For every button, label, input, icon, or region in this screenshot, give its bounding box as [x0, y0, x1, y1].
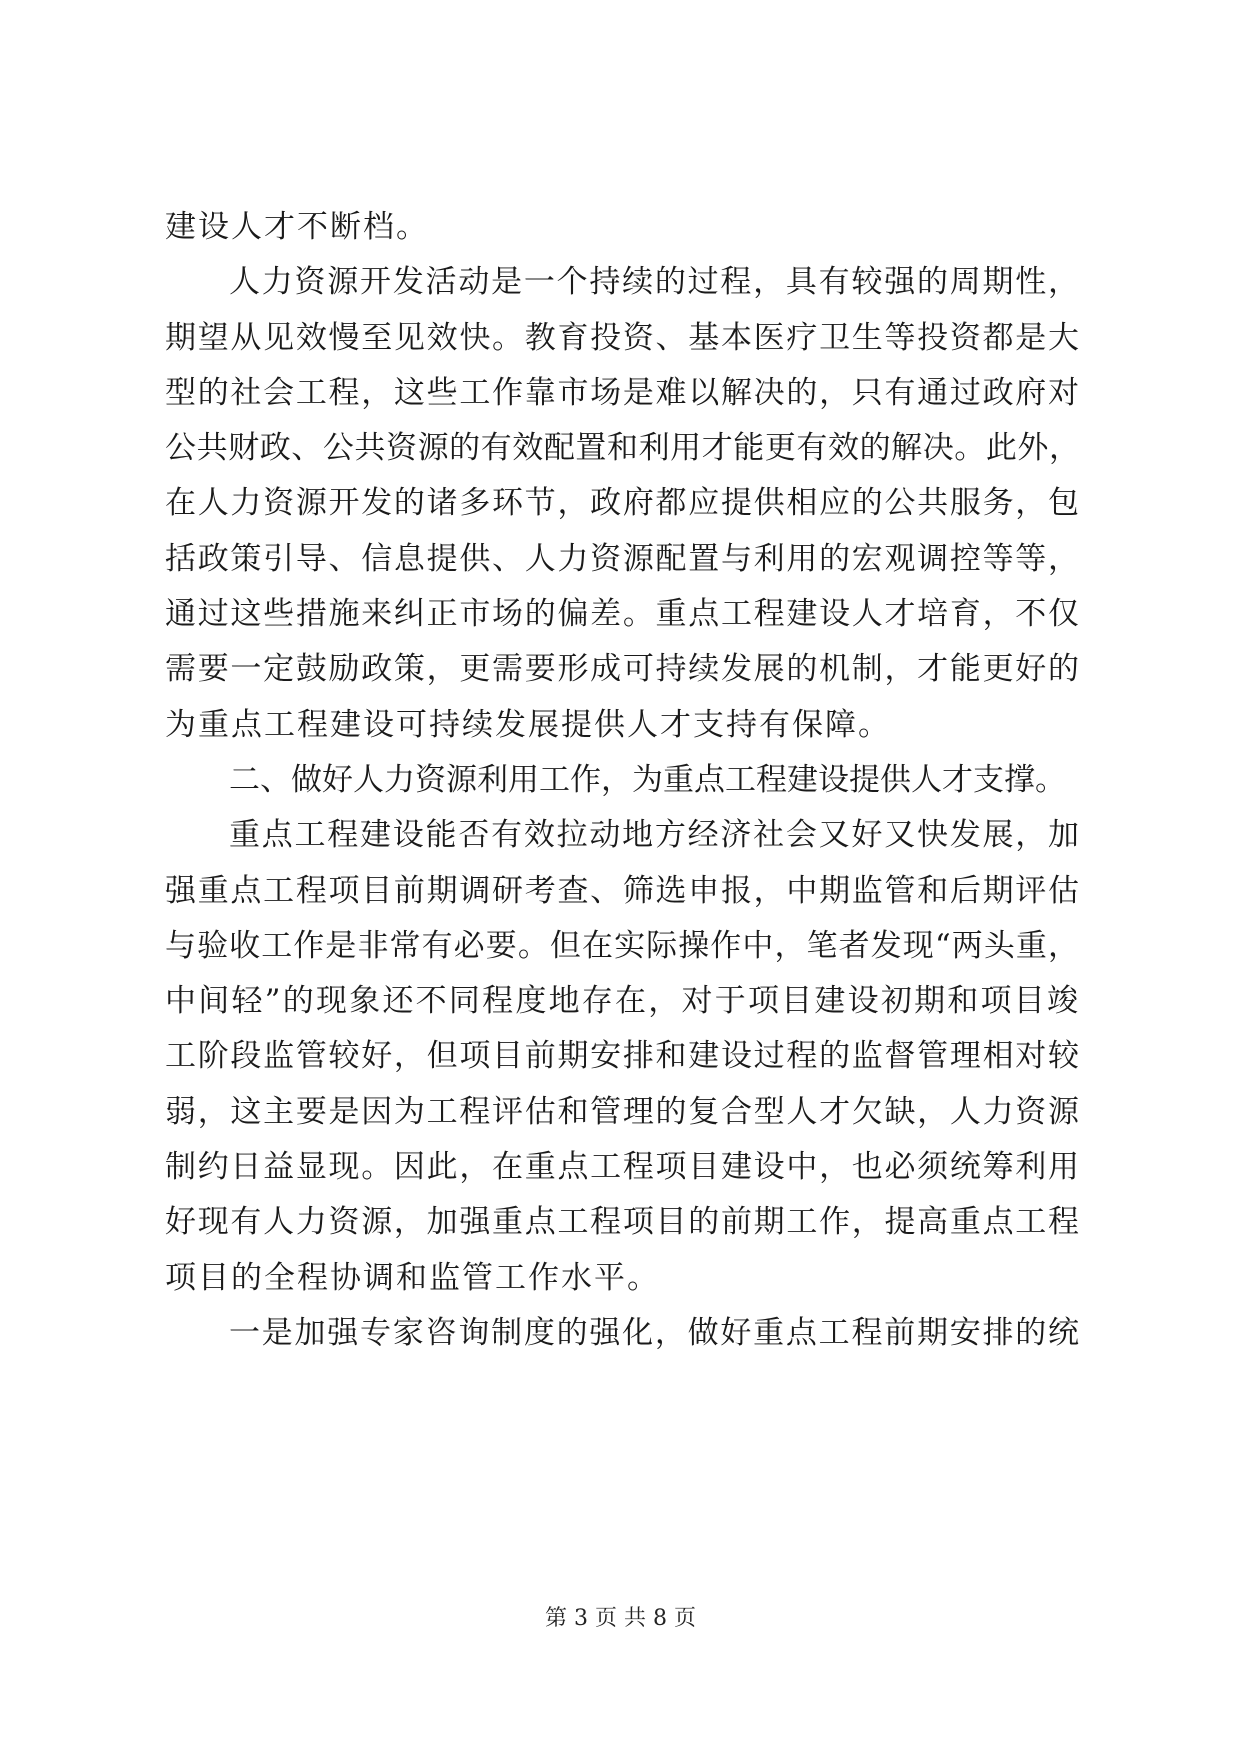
text-line: 括政策引导、信息提供、人力资源配置与利用的宏观调控等等， — [165, 540, 1080, 577]
text-line: 与验收工作是非常有必要。但在实际操作中，笔者发现“两头重， — [165, 927, 1080, 964]
text-line: 在人力资源开发的诸多环节，政府都应提供相应的公共服务，包 — [165, 485, 1080, 522]
page-footer: 第 3 页 共 8 页 — [545, 1606, 696, 1631]
text-line: 型的社会工程，这些工作靠市场是难以解决的，只有通过政府对 — [165, 374, 1080, 411]
document-body — [165, 200, 1080, 1361]
text-line: 为重点工程建设可持续发展提供人才支持有保障。 — [165, 706, 891, 743]
paragraph-first-line: 一是加强专家咨询制度的强化，做好重点工程前期安排的统 — [229, 1314, 1080, 1351]
text-line: 期望从见效慢至见效快。教育投资、基本医疗卫生等投资都是大 — [165, 319, 1080, 356]
text-line: 中间轻”的现象还不同程度地存在，对于项目建设初期和项目竣 — [165, 983, 1080, 1020]
text-line: 公共财政、公共资源的有效配置和利用才能更有效的解决。此外， — [165, 430, 1080, 467]
text-line: 弱，这主要是因为工程评估和管理的复合型人才欠缺，人力资源 — [165, 1093, 1080, 1130]
text-line: 需要一定鼓励政策，更需要形成可持续发展的机制，才能更好的 — [165, 651, 1080, 688]
text-line: 通过这些措施来纠正市场的偏差。重点工程建设人才培育，不仅 — [165, 596, 1080, 633]
paragraph-first-line: 人力资源开发活动是一个持续的过程，具有较强的周期性， — [229, 264, 1080, 301]
paragraph-first-line: 重点工程建设能否有效拉动地方经济社会又好又快发展，加 — [229, 817, 1080, 854]
text-line: 制约日益显现。因此，在重点工程项目建设中，也必须统筹利用 — [165, 1149, 1080, 1186]
paragraph-first-line: 二、做好人力资源利用工作，为重点工程建设提供人才支撑。 — [229, 761, 1066, 798]
text-line: 强重点工程项目前期调研考查、筛选申报，中期监管和后期评估 — [165, 872, 1080, 909]
text-line: 建设人才不断档。 — [165, 209, 429, 245]
text-line: 项目的全程协调和监管工作水平。 — [165, 1259, 660, 1296]
text-line: 好现有人力资源，加强重点工程项目的前期工作，提高重点工程 — [165, 1204, 1080, 1241]
text-line: 工阶段监管较好，但项目前期安排和建设过程的监督管理相对较 — [165, 1038, 1080, 1075]
